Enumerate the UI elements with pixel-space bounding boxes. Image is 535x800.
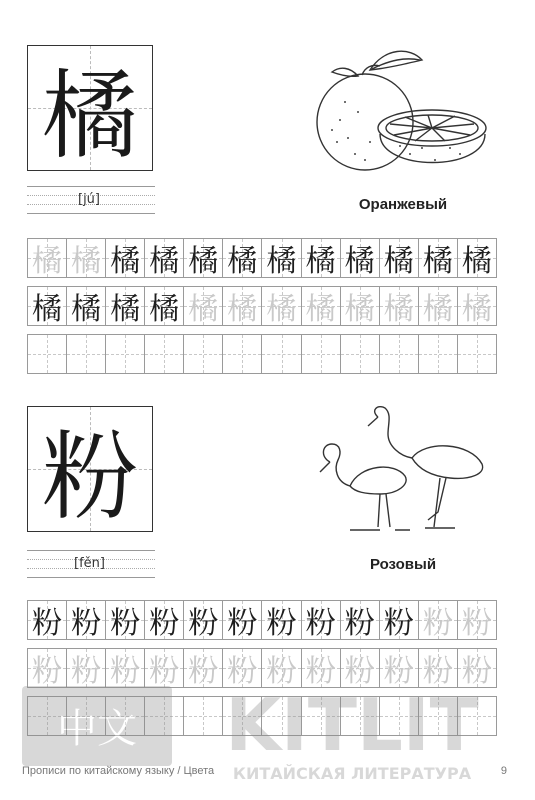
practice-character [28,697,66,735]
caption-1: Оранжевый [358,196,448,213]
practice-character [458,335,496,373]
practice-cell [106,600,145,640]
practice-cell [419,696,458,736]
caption-2: Розовый [369,556,437,573]
practice-character: 橘 [188,244,219,279]
practice-cell [341,286,380,326]
practice-row-2a [27,600,497,640]
practice-cell [184,334,223,374]
practice-cell [262,238,301,278]
practice-character [380,697,418,735]
practice-character [458,697,496,735]
practice-character [223,335,261,373]
practice-character: 粉 [305,654,336,689]
practice-character [67,697,105,735]
practice-character [419,697,457,735]
practice-cell [27,286,67,326]
practice-character: 橘 [344,292,375,327]
practice-cell [67,696,106,736]
practice-cell [419,600,458,640]
practice-character: 粉 [227,654,258,689]
practice-character [145,335,183,373]
practice-cell [341,238,380,278]
practice-cell [341,600,380,640]
practice-character: 橘 [461,244,492,279]
footer-title: Прописи по китайскому языку / Цвета [22,765,215,777]
practice-character [262,335,300,373]
practice-cell [184,696,223,736]
practice-character: 橘 [71,292,102,327]
practice-cell [27,696,67,736]
practice-cell [145,648,184,688]
practice-character: 粉 [32,606,63,641]
practice-character: 粉 [188,654,219,689]
practice-character [262,697,300,735]
practice-character: 粉 [461,654,492,689]
practice-cell [419,238,458,278]
practice-row-1a [27,238,497,278]
watermark-sub: КИТАЙСКАЯ ЛИТЕРАТУРА [232,764,472,783]
practice-cell [223,648,262,688]
practice-character: 粉 [149,654,180,689]
big-character-2: 粉 [42,420,138,533]
practice-character: 橘 [110,244,141,279]
practice-cell [380,696,419,736]
orange-illustration [310,42,490,182]
practice-cell [106,238,145,278]
practice-character [341,335,379,373]
practice-character: 橘 [149,244,180,279]
practice-cell [262,600,301,640]
pinyin-2: [fěn] [74,556,105,571]
practice-cell [67,286,106,326]
practice-character [419,335,457,373]
practice-cell [419,334,458,374]
practice-character: 粉 [344,654,375,689]
practice-cell [341,696,380,736]
practice-cell [419,286,458,326]
practice-character: 粉 [71,654,102,689]
practice-cell [67,334,106,374]
practice-cell [223,334,262,374]
practice-cell [302,696,341,736]
practice-character [28,335,66,373]
practice-character: 橘 [383,244,414,279]
practice-cell [145,600,184,640]
practice-character: 橘 [32,244,63,279]
practice-cell [302,286,341,326]
practice-character: 橘 [227,292,258,327]
practice-cell [380,600,419,640]
practice-character: 橘 [383,292,414,327]
practice-cell [262,334,301,374]
practice-character: 粉 [383,606,414,641]
page-number: 9 [500,765,507,777]
practice-character: 粉 [266,606,297,641]
practice-cell [302,648,341,688]
practice-cell [67,600,106,640]
practice-cell [27,238,67,278]
practice-character: 粉 [149,606,180,641]
practice-cell [302,600,341,640]
practice-character [223,697,261,735]
practice-character [184,697,222,735]
practice-cell [67,648,106,688]
practice-character [67,335,105,373]
practice-cell [106,648,145,688]
practice-character: 粉 [344,606,375,641]
practice-cell [458,286,497,326]
flamingos-illustration [310,402,490,537]
practice-character [145,697,183,735]
big-character-1: 橘 [42,59,138,172]
practice-cell [380,648,419,688]
practice-cell [27,600,67,640]
practice-cell [458,334,497,374]
practice-cell [27,648,67,688]
practice-character: 橘 [344,244,375,279]
practice-cell [380,334,419,374]
practice-character: 粉 [422,654,453,689]
practice-cell [380,286,419,326]
practice-cell [262,696,301,736]
practice-cell [145,696,184,736]
practice-character [302,697,340,735]
practice-cell [27,334,67,374]
practice-cell [145,238,184,278]
practice-character: 粉 [266,654,297,689]
practice-character: 橘 [110,292,141,327]
practice-character: 粉 [110,606,141,641]
practice-cell [223,696,262,736]
practice-character: 橘 [422,292,453,327]
practice-cell [145,334,184,374]
practice-character [106,335,144,373]
practice-row-1c [27,334,497,374]
practice-character: 橘 [227,244,258,279]
practice-character: 橘 [266,292,297,327]
practice-character: 粉 [32,654,63,689]
practice-character: 橘 [32,292,63,327]
practice-character [106,697,144,735]
practice-cell [67,238,106,278]
practice-row-2b [27,648,497,688]
practice-character: 粉 [227,606,258,641]
practice-character: 橘 [422,244,453,279]
practice-character: 橘 [266,244,297,279]
practice-character: 橘 [305,244,336,279]
watermark-logo: KITLIT [225,686,479,767]
practice-character [341,697,379,735]
practice-character: 粉 [461,606,492,641]
practice-cell [184,600,223,640]
practice-cell [458,648,497,688]
practice-row-1b [27,286,497,326]
practice-cell [184,238,223,278]
practice-cell [145,286,184,326]
practice-cell [223,238,262,278]
practice-cell [419,648,458,688]
practice-cell [302,238,341,278]
practice-character: 橘 [461,292,492,327]
practice-character [302,335,340,373]
practice-cell [341,334,380,374]
practice-character: 粉 [71,606,102,641]
character-box-1 [27,45,153,171]
practice-character: 粉 [188,606,219,641]
practice-cell [458,696,497,736]
practice-character: 粉 [422,606,453,641]
practice-cell [262,648,301,688]
watermark-cn: 中文 [57,706,137,752]
practice-cell [184,286,223,326]
practice-character: 橘 [71,244,102,279]
practice-cell [223,600,262,640]
practice-cell [184,648,223,688]
practice-character: 橘 [305,292,336,327]
practice-character: 橘 [188,292,219,327]
practice-row-2c [27,696,497,736]
practice-cell [262,286,301,326]
practice-character [380,335,418,373]
practice-cell [106,696,145,736]
practice-character: 粉 [383,654,414,689]
practice-cell [458,238,497,278]
pinyin-1: [jú] [78,192,100,207]
character-box-2 [27,406,153,532]
practice-character: 橘 [149,292,180,327]
practice-cell [106,286,145,326]
practice-cell [302,334,341,374]
practice-cell [223,286,262,326]
practice-character: 粉 [110,654,141,689]
practice-character: 粉 [305,606,336,641]
practice-cell [106,334,145,374]
practice-cell [341,648,380,688]
practice-cell [380,238,419,278]
practice-cell [458,600,497,640]
practice-character [184,335,222,373]
